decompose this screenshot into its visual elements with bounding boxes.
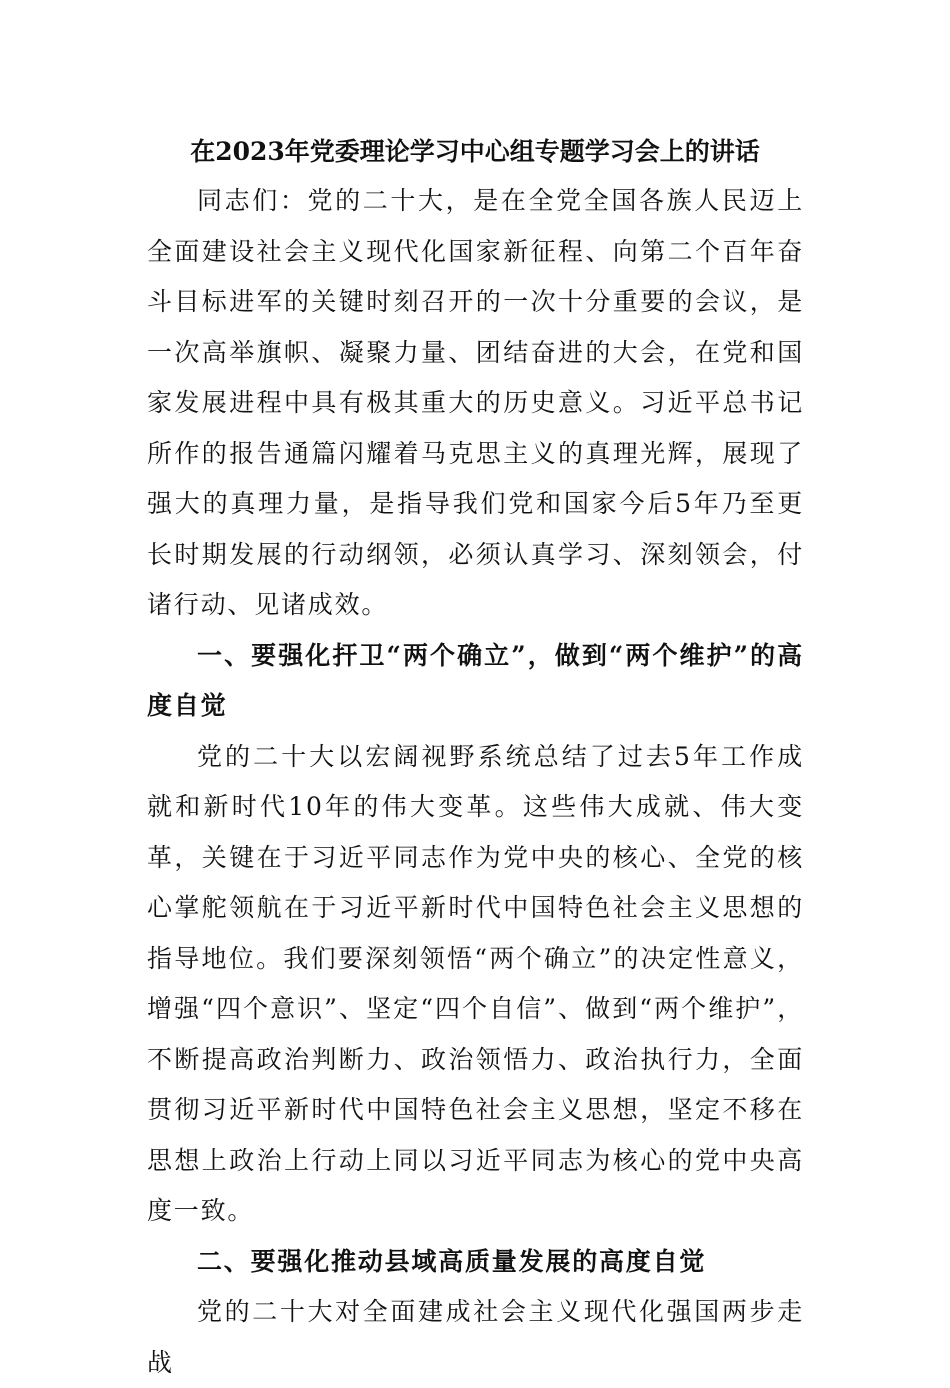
document-body bbox=[147, 176, 804, 1388]
section-heading-2: 二、要强化推动县域高质量发展的高度自觉 bbox=[197, 1246, 707, 1276]
section-heading-1: 一、要强化扞卫“两个确立”，做到“两个维护”的高度自觉 bbox=[147, 640, 804, 720]
paragraph-opening: 同志们：党的二十大，是在全党全国各族人民迈上全面建设社会主义现代化国家新征程、向第二个百年奋斗目标进军的关键时刻召开的一次十分重要的会议，是一次高举旗帜、凝聚力量、团结奋进的大会，在党和国家发展进程中具有极其重大的历史意义。习近平总书记所作的报告通篇闪耀着马克思主义的真理光辉，展现了强大的真理力量，是指导我们党和国家今后5年乃至更长时期发展的行动纲领，必须认真学习、深刻领会，付诸行动、见诸成效。 bbox=[147, 186, 804, 619]
paragraph-section-2: 党的二十大对全面建成社会主义现代化强国两步走战 bbox=[147, 1297, 804, 1377]
document-title: 在2023年党委理论学习中心组专题学习会上的讲话 bbox=[190, 137, 760, 166]
paragraph-section-1: 党的二十大以宏阔视野系统总结了过去5年工作成就和新时代10年的伟大变革。这些伟大成就、伟大变革，关键在于习近平同志作为党中央的核心、全党的核心掌舵领航在于习近平新时代中国特色社会主义思想的指导地位。我们要深刻领悟“两个确立”的决定性意义，增强“四个意识”、坚定“四个自信”、做到“两个维护”，不断提高政治判断力、政治领悟力、政治执行力，全面贯彻习近平新时代中国特色社会主义思想，坚定不移在思想上政治上行动上同以习近平同志为核心的党中央高度一致。 bbox=[147, 741, 804, 1225]
